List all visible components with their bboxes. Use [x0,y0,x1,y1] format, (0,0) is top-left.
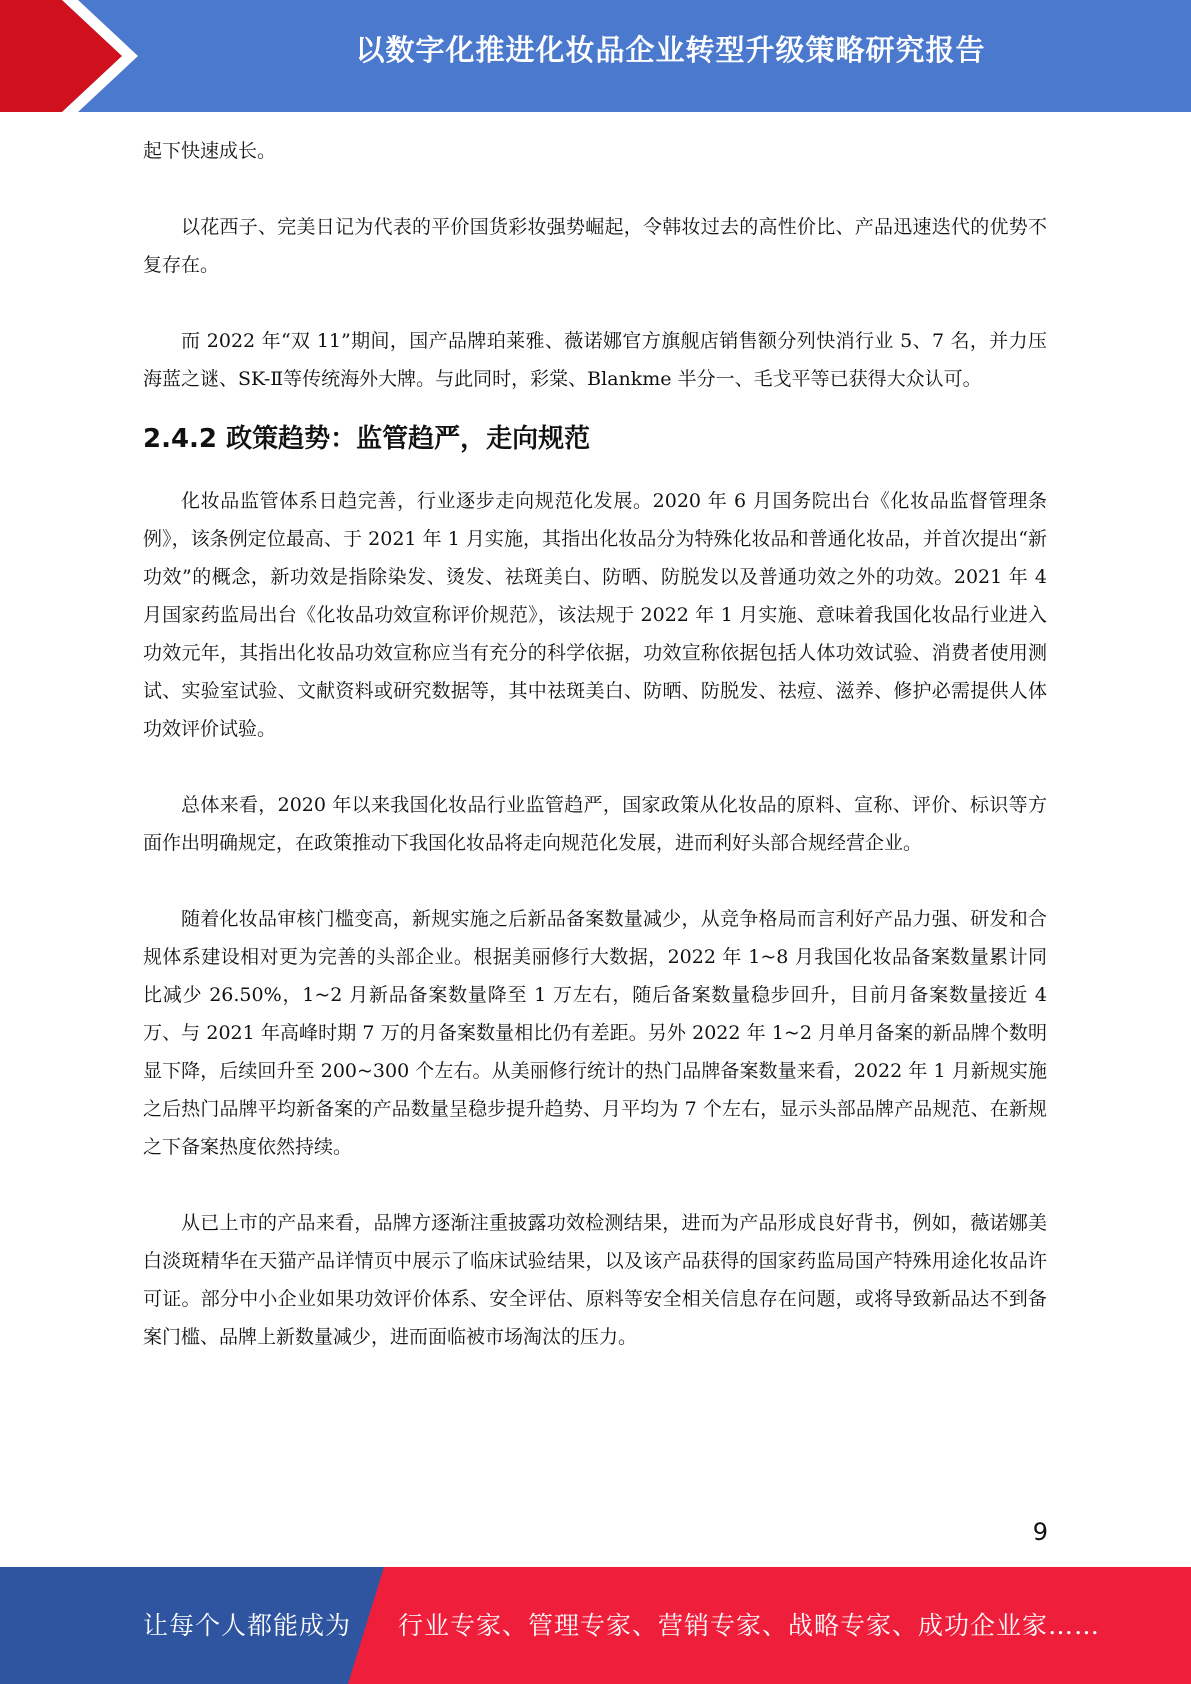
paragraph: 而 2022 年“双 11”期间，国产品牌珀莱雅、薇诺娜官方旗舰店销售额分列快消行业 5、7 名，并力压海蓝之谜、SK-Ⅱ等传统海外大牌。与此同时，彩棠、Blankme 半分一、毛戈平等已获得大众认可。 [143,330,1047,390]
page-body [143,132,1047,1356]
paragraph: 总体来看，2020 年以来我国化妆品行业监管趋严，国家政策从化妆品的原料、宣称、评价、标识等方面作出明确规定，在政策推动下我国化妆品将走向规范化发展，进而利好头部合规经营企业。 [143,794,1047,854]
paragraph: 以花西子、完美日记为代表的平价国货彩妆强势崛起，令韩妆过去的高性价比、产品迅速迭代的优势不复存在。 [143,216,1047,276]
footer-slogan-right: 行业专家、管理专家、营销专家、战略专家、成功企业家…… [398,1611,1101,1640]
page-footer [0,1567,1191,1684]
paragraph: 从已上市的产品来看，品牌方逐渐注重披露功效检测结果，进而为产品形成良好背书，例如，薇诺娜美白淡斑精华在天猫产品详情页中展示了临床试验结果，以及该产品获得的国家药监局国产特殊用途化妆品许可证。部分中小企业如果功效评价体系、安全评估、原料等安全相关信息存在问题，或将导致新品达不到备案门槛、品牌上新数量减少，进而面临被市场淘汰的压力。 [143,1212,1047,1348]
footer-slogan-left: 让每个人都能成为 [143,1611,352,1640]
header-arrow-mark [0,0,160,112]
page-header [0,0,1191,112]
section-heading: 2.4.2 政策趋势：监管趋严，走向规范 [143,424,591,454]
paragraph: 起下快速成长。 [143,140,277,162]
page-number: 9 [1032,1518,1048,1546]
paragraph: 化妆品监管体系日趋完善，行业逐步走向规范化发展。2020 年 6 月国务院出台《化妆品监督管理条例》，该条例定位最高、于 2021 年 1 月实施，其指出化妆品分为特殊化妆品和普通化妆品，并首次提出“新功效”的概念，新功效是指除染发、烫发、祛斑美白、防晒、防脱发以及普通功效之外的功效。2021 年 4 月国家药监局出台《化妆品功效宣称评价规范》，该法规于 2022 年 1 月实施、意味着我国化妆品行业进入功效元年，其指出化妆品功效宣称应当有充分的科学依据，功效宣称依据包括人体功效试验、消费者使用测试、实验室试验、文献资料或研究数据等，其中祛斑美白、防晒、防脱发、祛痘、滋养、修护必需提供人体功效评价试验。 [143,490,1047,740]
report-title: 以数字化推进化妆品企业转型升级策略研究报告 [355,33,986,67]
paragraph: 随着化妆品审核门槛变高，新规实施之后新品备案数量减少，从竞争格局而言利好产品力强、研发和合规体系建设相对更为完善的头部企业。根据美丽修行大数据，2022 年 1~8 月我国化妆品备案数量累计同比减少 26.50%，1~2 月新品备案数量降至 1 万左右，随后备案数量稳步回升，目前月备案数量接近 4 万、与 2021 年高峰时期 7 万的月备案数量相比仍有差距。另外 2022 年 1~2 月单月备案的新品牌个数明显下降，后续回升至 200~300 个左右。从美丽修行统计的热门品牌备案数量来看，2022 年 1 月新规实施之后热门品牌平均新备案的产品数量呈稳步提升趋势、月平均为 7 个左右，显示头部品牌产品规范、在新规之下备案热度依然持续。 [143,908,1047,1158]
